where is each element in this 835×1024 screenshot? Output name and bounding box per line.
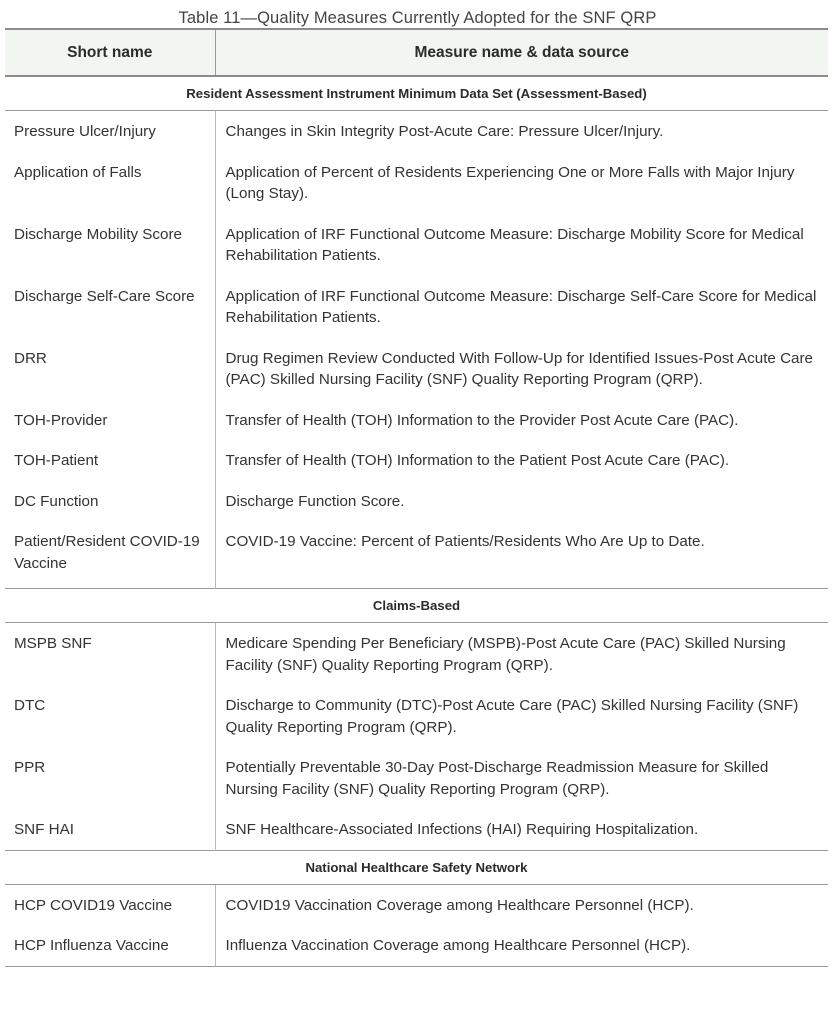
cell-short-name: Application of Falls [5,152,215,214]
cell-measure-name: SNF Healthcare-Associated Infections (HAI) Requiring Hospitalization. [215,809,828,850]
table-row [5,481,828,522]
cell-measure-name: Medicare Spending Per Beneficiary (MSPB)-Post Acute Care (PAC) Skilled Nursing Facility (SNF) Quality Reporting Program (QRP). [215,623,828,686]
cell-short-name: DRR [5,338,215,400]
cell-short-name: TOH-Patient [5,440,215,481]
cell-short-name: PPR [5,747,215,809]
table-row [5,152,828,214]
table-row [5,623,828,686]
cell-short-name: SNF HAI [5,809,215,850]
cell-short-name: MSPB SNF [5,623,215,686]
quality-measures-table [5,28,828,967]
cell-measure-name: COVID19 Vaccination Coverage among Healthcare Personnel (HCP). [215,884,828,925]
cell-short-name: Discharge Self-Care Score [5,276,215,338]
table-row [5,809,828,850]
bottom-rule [5,966,828,967]
cell-measure-name: Discharge to Community (DTC)-Post Acute Care (PAC) Skilled Nursing Facility (SNF) Quality Reporting Program (QRP). [215,685,828,747]
cell-measure-name: Application of Percent of Residents Experiencing One or More Falls with Major Injury (Long Stay). [215,152,828,214]
cell-short-name: DTC [5,685,215,747]
table-row [5,747,828,809]
cell-short-name: Patient/Resident COVID-19 Vaccine [5,521,215,589]
cell-short-name: HCP COVID19 Vaccine [5,884,215,925]
column-header-measure-name: Measure name & data source [215,29,828,76]
cell-measure-name: Application of IRF Functional Outcome Measure: Discharge Mobility Score for Medical Rehabilitation Patients. [215,214,828,276]
table-row [5,925,828,966]
table-row [5,685,828,747]
table-body [5,76,828,966]
cell-short-name: Pressure Ulcer/Injury [5,111,215,152]
section-header-row [5,589,828,623]
cell-measure-name: Transfer of Health (TOH) Information to the Patient Post Acute Care (PAC). [215,440,828,481]
cell-measure-name: Discharge Function Score. [215,481,828,522]
section-title: Resident Assessment Instrument Minimum Data Set (Assessment-Based) [5,76,828,111]
table-header-row [5,29,828,76]
table-row [5,111,828,152]
cell-measure-name: Potentially Preventable 30-Day Post-Discharge Readmission Measure for Skilled Nursing Facility (SNF) Quality Reporting Program (QRP). [215,747,828,809]
section-title: National Healthcare Safety Network [5,850,828,884]
section-header-row [5,850,828,884]
page-title: Table 11—Quality Measures Currently Adopted for the SNF QRP [178,9,657,27]
table-row [5,884,828,925]
table-header [5,29,828,76]
cell-short-name: Discharge Mobility Score [5,214,215,276]
cell-measure-name: Influenza Vaccination Coverage among Healthcare Personnel (HCP). [215,925,828,966]
table-row [5,338,828,400]
cell-measure-name: Application of IRF Functional Outcome Measure: Discharge Self-Care Score for Medical Rehabilitation Patients. [215,276,828,338]
cell-short-name: TOH-Provider [5,400,215,441]
cell-short-name: DC Function [5,481,215,522]
table-container [5,28,828,967]
table-bottom-rule [5,966,828,967]
table-row [5,400,828,441]
cell-measure-name: Changes in Skin Integrity Post-Acute Care: Pressure Ulcer/Injury. [215,111,828,152]
table-row [5,276,828,338]
table-row [5,440,828,481]
section-title: Claims-Based [5,589,828,623]
cell-measure-name: Drug Regimen Review Conducted With Follow-Up for Identified Issues-Post Acute Care (PAC) Skilled Nursing Facility (SNF) Quality Reporting Program (QRP). [215,338,828,400]
column-header-short-name: Short name [5,29,215,76]
cell-measure-name: Transfer of Health (TOH) Information to the Provider Post Acute Care (PAC). [215,400,828,441]
cell-measure-name: COVID-19 Vaccine: Percent of Patients/Residents Who Are Up to Date. [215,521,828,589]
table-row [5,521,828,589]
table-row [5,214,828,276]
cell-short-name: HCP Influenza Vaccine [5,925,215,966]
section-header-row [5,76,828,111]
table-footer [5,966,828,967]
